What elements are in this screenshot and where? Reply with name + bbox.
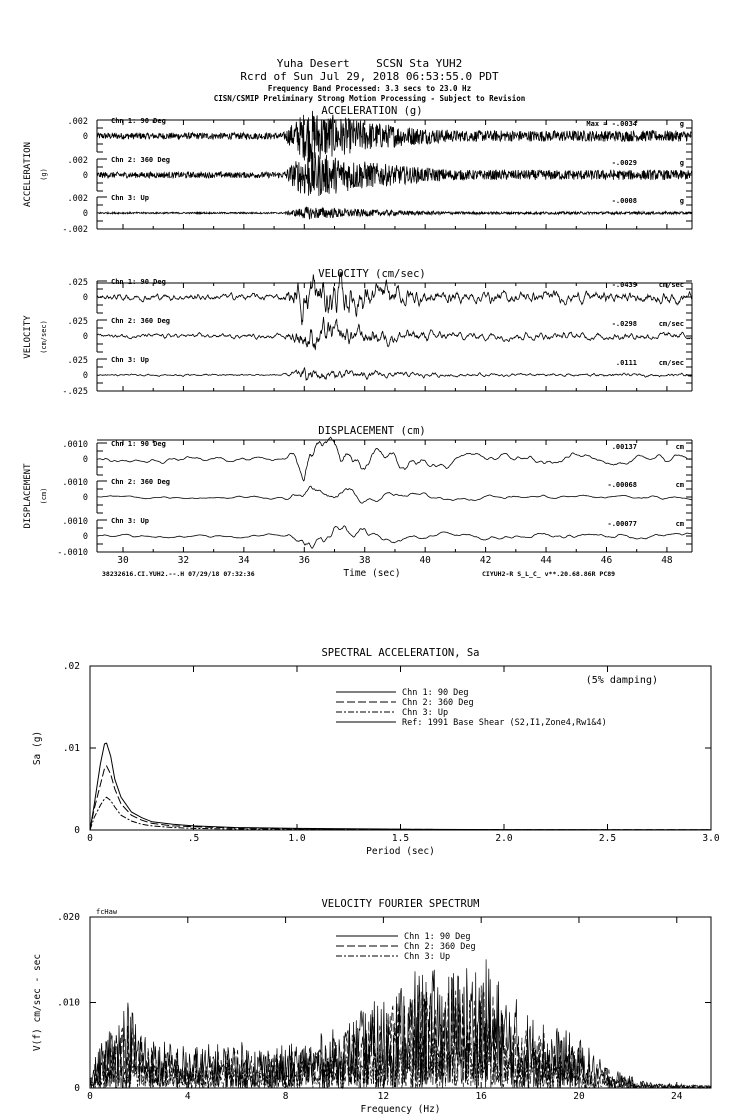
y-tick-label: .0010	[62, 440, 88, 450]
channel-label: Chn 1: 90 Deg	[111, 440, 166, 448]
trace-2	[97, 317, 692, 349]
processing-footer: CIYUH2-R S_L_C_ v**.20.68.86R PC89	[482, 570, 616, 578]
record-date: Rcrd of Sun Jul 29, 2018 06:53:55.0 PDT	[240, 70, 499, 83]
x-tick-label: 3.0	[702, 833, 720, 844]
x-axis-label: Time (sec)	[343, 568, 401, 579]
max-value: .0111	[615, 359, 637, 367]
channel-label: Chn 3: Up	[111, 356, 149, 364]
channel-label: Chn 1: 90 Deg	[111, 117, 166, 125]
x-tick-label: 48	[661, 555, 673, 566]
max-unit: g	[679, 159, 684, 167]
y-axis-label: Sa (g)	[32, 730, 43, 766]
y-tick-label: 0	[74, 825, 80, 836]
max-value: Max = -.0034	[586, 120, 637, 128]
processing-note: CISN/CSMIP Preliminary Strong Motion Processing - Subject to Revision	[213, 94, 526, 103]
channel-label: Chn 3: Up	[111, 517, 149, 525]
x-axis-label: Period (sec)	[366, 846, 435, 857]
station-title: Yuha Desert SCSN Sta YUH2	[276, 57, 463, 70]
max-value: -.0439	[611, 281, 637, 289]
trace-3	[97, 368, 692, 380]
y-tick-label: .010	[57, 997, 80, 1009]
max-unit: cm/sec	[658, 320, 684, 328]
y-tick-label: 0	[82, 532, 88, 542]
x-tick-label: 38	[359, 555, 371, 566]
x-tick-label: 4	[184, 1091, 191, 1102]
chart-title: VELOCITY FOURIER SPECTRUM	[321, 898, 480, 910]
max-unit: cm	[675, 443, 684, 451]
max-value: -.00077	[607, 520, 637, 528]
max-value: -.00068	[607, 481, 637, 489]
legend-entry: Chn 1: 90 Deg	[404, 932, 471, 942]
y-axis-label: DISPLACEMENT	[23, 463, 33, 529]
y-tick-label: 0	[82, 371, 88, 381]
max-value: -.0298	[611, 320, 637, 328]
y-tick-label: -.0010	[57, 548, 88, 558]
y-axis-unit: (cm)	[40, 487, 48, 505]
x-tick-label: 40	[419, 555, 431, 566]
trace-3	[97, 526, 692, 549]
panel-title: ACCELERATION (g)	[321, 105, 423, 117]
x-tick-label: 44	[540, 555, 552, 566]
x-tick-label: 8	[282, 1091, 289, 1102]
y-tick-label: 0	[82, 332, 88, 342]
y-tick-label: -.002	[62, 225, 88, 235]
x-tick-label: 2.0	[495, 833, 513, 844]
x-tick-label: 12	[377, 1091, 390, 1102]
x-tick-label: 16	[475, 1091, 487, 1102]
y-tick-label: 0	[82, 493, 88, 503]
y-tick-label: .002	[67, 156, 88, 166]
channel-label: Chn 2: 360 Deg	[111, 478, 171, 486]
max-unit: cm	[675, 481, 684, 489]
y-tick-label: .020	[57, 912, 80, 923]
y-tick-label: .002	[67, 194, 88, 204]
y-tick-label: 0	[74, 1083, 80, 1094]
y-tick-label: -.025	[62, 387, 88, 397]
y-tick-label: .01	[62, 743, 80, 754]
plot-frame	[90, 666, 711, 830]
legend-entry: Ref: 1991 Base Shear (S2,I1,Zone4,Rw1&4)	[402, 718, 607, 728]
y-tick-label: 0	[82, 171, 88, 181]
sa-curve-2	[90, 766, 711, 830]
x-tick-label: 24	[671, 1091, 683, 1102]
record-id-footer: 38232616.CI.YUH2.--.H 07/29/18 07:32:36	[102, 570, 255, 578]
y-tick-label: .002	[67, 117, 88, 127]
y-tick-label: 0	[82, 455, 88, 465]
x-tick-label: 0	[87, 833, 93, 844]
max-value: -.0008	[611, 197, 637, 205]
frequency-band: Frequency Band Processed: 3.3 secs to 23.0 Hz	[267, 84, 472, 93]
y-tick-label: .0010	[62, 517, 88, 527]
max-unit: cm/sec	[658, 359, 684, 367]
y-tick-label: .025	[67, 356, 88, 366]
x-axis-label: Frequency (Hz)	[360, 1104, 441, 1115]
max-value: .00137	[611, 443, 637, 451]
max-value: -.0029	[611, 159, 637, 167]
x-tick-label: 30	[117, 555, 129, 566]
x-tick-label: .5	[187, 833, 200, 844]
damping-note: (5% damping)	[585, 675, 658, 686]
max-unit: cm	[675, 520, 684, 528]
sa-curve-1	[90, 743, 711, 830]
x-tick-label: 36	[298, 555, 311, 566]
legend-entry: Chn 2: 360 Deg	[402, 698, 474, 708]
x-tick-label: 42	[479, 555, 492, 566]
corner-label: fcHaw	[96, 908, 118, 916]
y-axis-unit: (g)	[40, 168, 48, 181]
legend-entry: Chn 1: 90 Deg	[402, 688, 469, 698]
x-tick-label: 32	[177, 555, 190, 566]
max-unit: g	[679, 197, 684, 205]
legend-entry: Chn 2: 360 Deg	[404, 942, 476, 952]
chart-title: SPECTRAL ACCELERATION, Sa	[321, 647, 480, 659]
channel-label: Chn 1: 90 Deg	[111, 278, 166, 286]
y-tick-label: 0	[82, 132, 88, 142]
x-tick-label: 1.5	[391, 833, 410, 844]
trace-1	[97, 111, 692, 163]
trace-2	[97, 152, 692, 196]
channel-label: Chn 2: 360 Deg	[111, 317, 171, 325]
x-tick-label: 20	[573, 1091, 585, 1102]
y-axis-label: V(f) cm/sec - sec	[32, 953, 43, 1052]
y-axis-label: VELOCITY	[23, 315, 33, 359]
fourier-curve-1	[90, 959, 711, 1088]
trace-3	[97, 207, 692, 220]
x-tick-label: 0	[87, 1091, 93, 1102]
panel-title: DISPLACEMENT (cm)	[318, 425, 426, 437]
x-tick-label: 2.5	[598, 833, 617, 844]
y-tick-label: 0	[82, 293, 88, 303]
trace-1	[97, 437, 692, 481]
y-axis-unit: (cm/sec)	[40, 320, 48, 354]
y-tick-label: .0010	[62, 478, 88, 488]
legend-entry: Chn 3: Up	[404, 952, 451, 962]
x-tick-label: 34	[238, 555, 250, 566]
channel-label: Chn 2: 360 Deg	[111, 156, 171, 164]
trace-2	[97, 486, 692, 503]
y-tick-label: .025	[67, 278, 88, 288]
x-tick-label: 1.0	[288, 833, 306, 844]
legend-entry: Chn 3: Up	[402, 708, 449, 718]
channel-label: Chn 3: Up	[111, 194, 149, 202]
max-unit: cm/sec	[658, 281, 684, 289]
max-unit: g	[679, 120, 684, 128]
x-tick-label: 46	[600, 555, 613, 566]
y-tick-label: .025	[67, 317, 88, 327]
y-axis-label: ACCELERATION	[23, 141, 33, 208]
y-tick-label: .02	[62, 661, 80, 672]
y-tick-label: 0	[82, 209, 88, 219]
panel-title: VELOCITY (cm/sec)	[318, 268, 426, 280]
